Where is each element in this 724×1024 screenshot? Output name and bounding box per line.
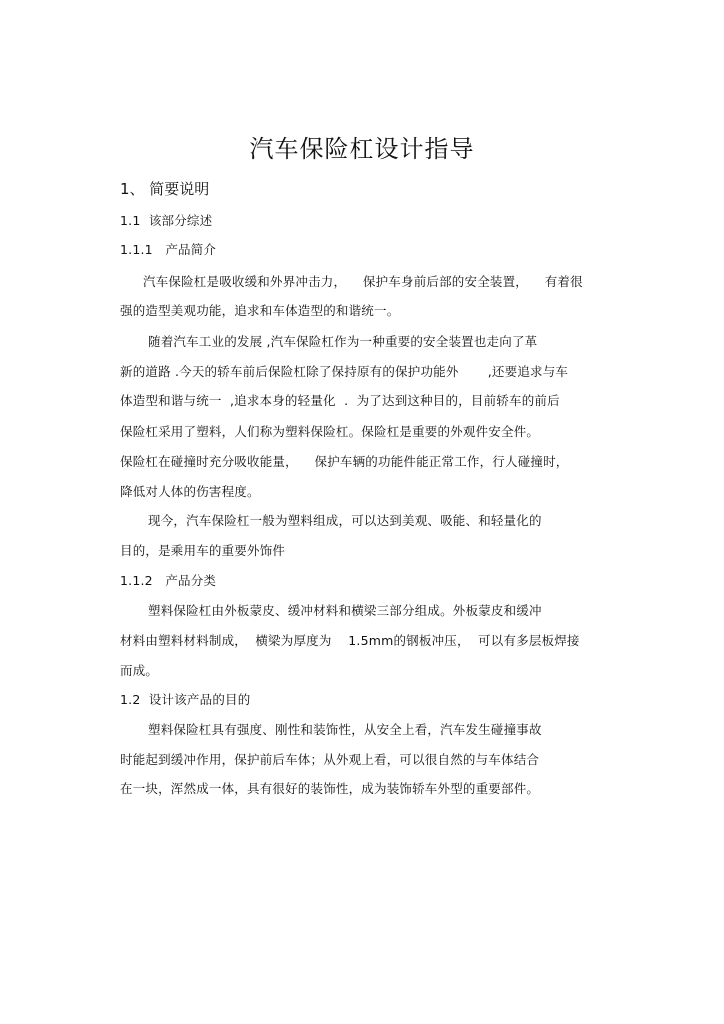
paragraph-line: 塑料保险杠具有强度、刚性和装饰性，从安全上看，汽车发生碰撞事故 xyxy=(148,722,542,737)
paragraph-line: 目的，是乘用车的重要外饰件 xyxy=(120,543,286,558)
paragraph-line: 而成。 xyxy=(120,663,159,678)
paragraph-line: 现今，汽车保险杠一般为塑料组成，可以达到美观、吸能、和轻量化的 xyxy=(148,513,542,528)
paragraph-line: 保险杠在碰撞时充分吸收能量， 保护车辆的功能件能正常工作，行人碰撞时， xyxy=(120,454,569,469)
paragraph-line: 体造型和谐与统一 ,追求本身的轻量化 . 为了达到这种目的，目前轿车的前后 xyxy=(120,393,560,408)
paragraph-line: 时能起到缓冲作用，保护前后车体；从外观上看，可以很自然的与车体结合 xyxy=(120,752,540,767)
section-1-2-heading: 1.2 设计该产品的目的 xyxy=(120,692,251,707)
paragraph-line: 汽车保险杠是吸收缓和外界冲击力， 保护车身前后部的安全装置， 有着很 xyxy=(143,274,583,289)
paragraph-line: 保险杠采用了塑料，人们称为塑料保险杠。保险杠是重要的外观件安全件。 xyxy=(120,424,540,439)
page-title: 汽车保险杠设计指导 xyxy=(249,135,475,163)
section-1-1-2-heading: 1.1.2 产品分类 xyxy=(120,573,217,588)
paragraph-line: 强的造型美观功能，追求和车体造型的和谐统一。 xyxy=(120,303,400,318)
paragraph-line: 塑料保险杠由外板蒙皮、缓冲材料和横梁三部分组成。外板蒙皮和缓冲 xyxy=(148,603,542,618)
heading-1: 1、 简要说明 xyxy=(120,180,210,198)
paragraph-line: 随着汽车工业的发展 ,汽车保险杠作为一种重要的安全装置也走向了革 xyxy=(148,334,538,349)
section-1-1-heading: 1.1 该部分综述 xyxy=(120,213,213,228)
paragraph-line: 新的道路 .今天的轿车前后保险杠除了保持原有的保护功能外 ,还要追求与车 xyxy=(120,364,569,379)
paragraph-line: 在一块，浑然成一体，具有很好的装饰性，成为装饰轿车外型的重要部件。 xyxy=(120,781,540,796)
section-1-1-1-heading: 1.1.1 产品简介 xyxy=(120,242,217,257)
paragraph-line: 降低对人体的伤害程度。 xyxy=(120,484,260,499)
paragraph-line: 材料由塑料材料制成， 横梁为厚度为 1.5mm的钢板冲压， 可以有多层板焊接 xyxy=(120,633,580,648)
